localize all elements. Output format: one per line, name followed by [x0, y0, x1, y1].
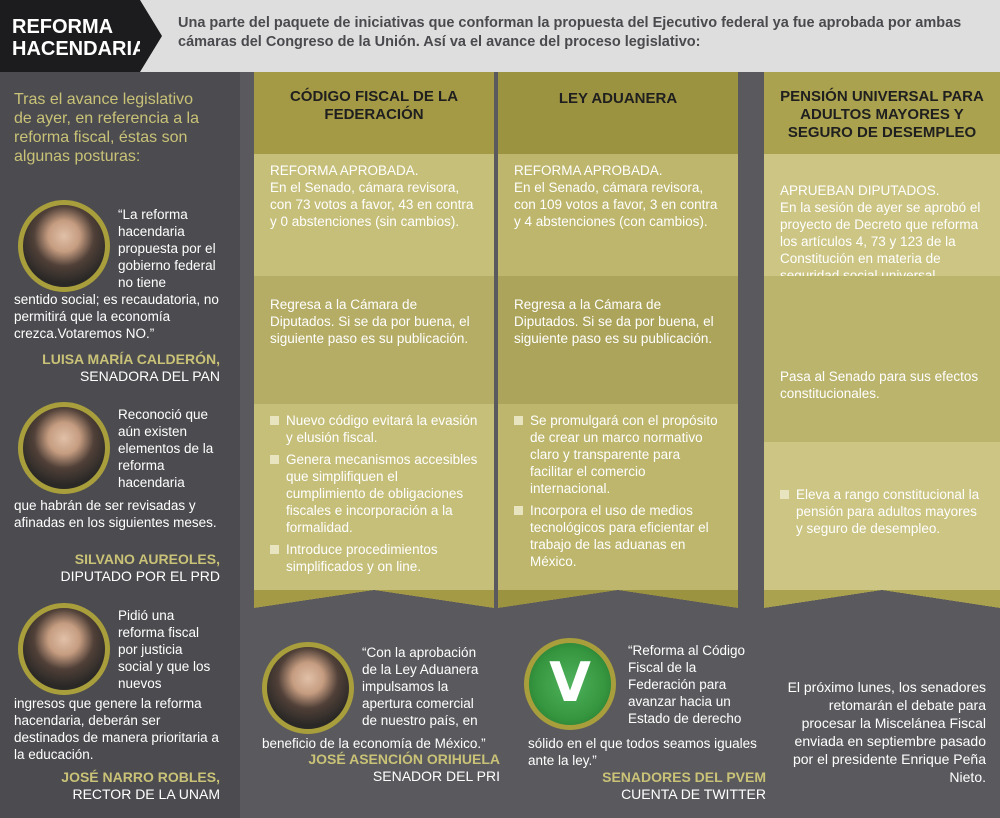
bottom-quote-1-author: [262, 751, 500, 785]
column-2-status-box: [498, 154, 738, 276]
bottom-quote-1-name: JOSÉ ASENCIÓN ORIHUELA: [308, 751, 500, 767]
list-item: Incorpora el uso de medios tecnológicos para eficientar el trabajo de las aduanas en México.: [514, 502, 724, 570]
closing-note: El próximo lunes, los senadores retomarán el debate para procesar la Miscelánea Fiscal enviada en septiembre pasado por el presidente Enrique Peña Nieto.: [787, 679, 986, 785]
column-pension-universal: [764, 72, 1000, 590]
column-1-title: CÓDIGO FISCAL DE LA FEDERACIÓN: [289, 88, 459, 123]
bottom-quote-2-text-a: “Reforma al Código Fiscal de la Federación para avanzar hacia un Estado de derecho: [628, 643, 746, 726]
bottom-quote-1-text-a: “Con la aprobación de la Ley Aduanera impulsamos la apertura comercial de nuestro país, en: [362, 645, 479, 728]
column-2-detail: En el Senado, cámara revisora, con 109 votos a favor, 3 en contra y 4 abstenciones (con cambios).: [514, 180, 718, 229]
header-bar: [0, 0, 1000, 72]
column-codigo-fiscal: [254, 72, 494, 590]
column-2-bullets: [514, 412, 724, 570]
bottom-quote-2-name: SENADORES DEL PVEM: [602, 769, 766, 785]
column-1-detail: En el Senado, cámara revisora, con 73 votos a favor, 43 en contra y 0 abstenciones (sin cambios).: [270, 180, 474, 229]
column-3-status: APRUEBAN DIPUTADOS.: [780, 183, 940, 198]
column-3-arrow: [764, 590, 1000, 608]
list-item: Eleva a rango constitucional la pensión para adultos mayores y seguro de desempleo.: [780, 486, 986, 537]
quote-2-text-a: Reconoció que aún existen elementos de la reforma hacendaria: [118, 407, 214, 490]
column-3-status-box: [764, 154, 1000, 276]
quote-3-name: JOSÉ NARRO ROBLES,: [61, 769, 220, 785]
quote-1-text-b: sentido social; es recaudatoria, no permitirá que la economía crezca.Votaremos NO.”: [14, 292, 219, 341]
column-3-bullets: [780, 486, 986, 537]
column-2-bullets-box: [498, 404, 738, 590]
intro-text: Una parte del paquete de iniciativas que conforman la propuesta del Ejecutivo federal ya fue aprobada por ambas cámaras del Congreso de la Unión. Así va el avance del proceso legislativo:: [178, 15, 962, 50]
column-1-status-box: [254, 154, 494, 276]
avatar-narro: [18, 603, 110, 695]
column-3-next-box: [764, 352, 1000, 442]
column-3-bullets-box: [764, 442, 1000, 590]
column-ley-aduanera: [498, 72, 738, 590]
quote-3-text-b: ingresos que genere la reforma hacendaria, deberán ser destinados de manera prioritaria a la educación.: [14, 696, 219, 762]
bottom-quote-1-text-b: beneficio de la economía de México.”: [262, 736, 486, 751]
bottom-quote-1-role: SENADOR DEL PRI: [372, 768, 500, 784]
quote-3-role: RECTOR DE LA UNAM: [72, 786, 220, 802]
avatar-aureoles: [18, 402, 110, 494]
column-1-arrow: [254, 590, 494, 608]
bottom-quote-2-role: CUENTA DE TWITTER: [621, 786, 766, 802]
quote-1-author: [14, 351, 220, 385]
column-1-next: Regresa a la Cámara de Diputados. Si se da por buena, el siguiente paso es su publicación.: [270, 297, 470, 346]
column-1-status: REFORMA APROBADA.: [270, 163, 419, 178]
list-item: Genera mecanismos accesibles que simplifiquen el cumplimiento de obligaciones fiscales e incorporación a la formalidad.: [270, 451, 480, 536]
column-3-next: Pasa al Senado para sus efectos constitucionales.: [780, 369, 979, 401]
list-item: Nuevo código evitará la evasión y elusión fiscal.: [270, 412, 480, 446]
list-item: Se promulgará con el propósito de crear un marco normativo claro y transparente para facilitar el comercio internacional.: [514, 412, 724, 497]
quote-2-text-b: que habrán de ser revisadas y afinadas en los siguientes meses.: [14, 498, 217, 530]
quote-1-text-a: “La reforma hacendaria propuesta por el gobierno federal no tiene: [118, 207, 216, 290]
quote-1-role: SENADORA DEL PAN: [79, 368, 220, 384]
column-1-bullets: [270, 412, 480, 575]
column-2-status: REFORMA APROBADA.: [514, 163, 663, 178]
pvem-logo-icon: V: [524, 638, 616, 730]
list-item: Introduce procedimientos simplificados y on line.: [270, 541, 480, 575]
avatar-orihuela: [262, 642, 354, 734]
column-1-bullets-box: [254, 404, 494, 590]
tag-line-1: REFORMA: [12, 16, 114, 38]
quote-2-name: SILVANO AUREOLES,: [74, 551, 220, 567]
column-3-detail: En la sesión de ayer se aprobó el proyecto de Decreto que reforma los artículos 4, 73 y 123 de la Constitución en materia de: [780, 200, 981, 266]
column-1-next-box: [254, 276, 494, 404]
column-3-title: PENSIÓN UNIVERSAL PARA ADULTOS MAYORES Y SEGURO DE DESEMPLEO: [780, 88, 984, 141]
tag-line-2: HACENDARIA: [12, 38, 147, 60]
column-2-next-box: [498, 276, 738, 404]
quote-3-author: [14, 769, 220, 803]
quote-1-name: LUISA MARÍA CALDERÓN,: [42, 351, 220, 367]
column-2-title: LEY ADUANERA: [558, 90, 678, 107]
section-tag: [0, 0, 147, 72]
quote-2-author: [14, 551, 220, 585]
quote-3-text-a: Pidió una reforma fiscal por justicia social y que los nuevos: [118, 608, 211, 691]
quote-2-role: DIPUTADO POR EL PRD: [60, 568, 220, 584]
avatar-calderon: [18, 200, 110, 292]
bottom-quote-2-author: [528, 769, 766, 803]
bottom-quote-2-text-b: sólido en el que todos seamos iguales ante la ley.”: [528, 736, 757, 768]
sidebar-lead: Tras el avance legislativo de ayer, en referencia a la reforma fiscal, éstas son algunas posturas:: [14, 91, 200, 165]
column-2-next: Regresa a la Cámara de Diputados. Si se da por buena, el siguiente paso es su publicación.: [514, 297, 714, 346]
column-2-arrow: [498, 590, 738, 608]
